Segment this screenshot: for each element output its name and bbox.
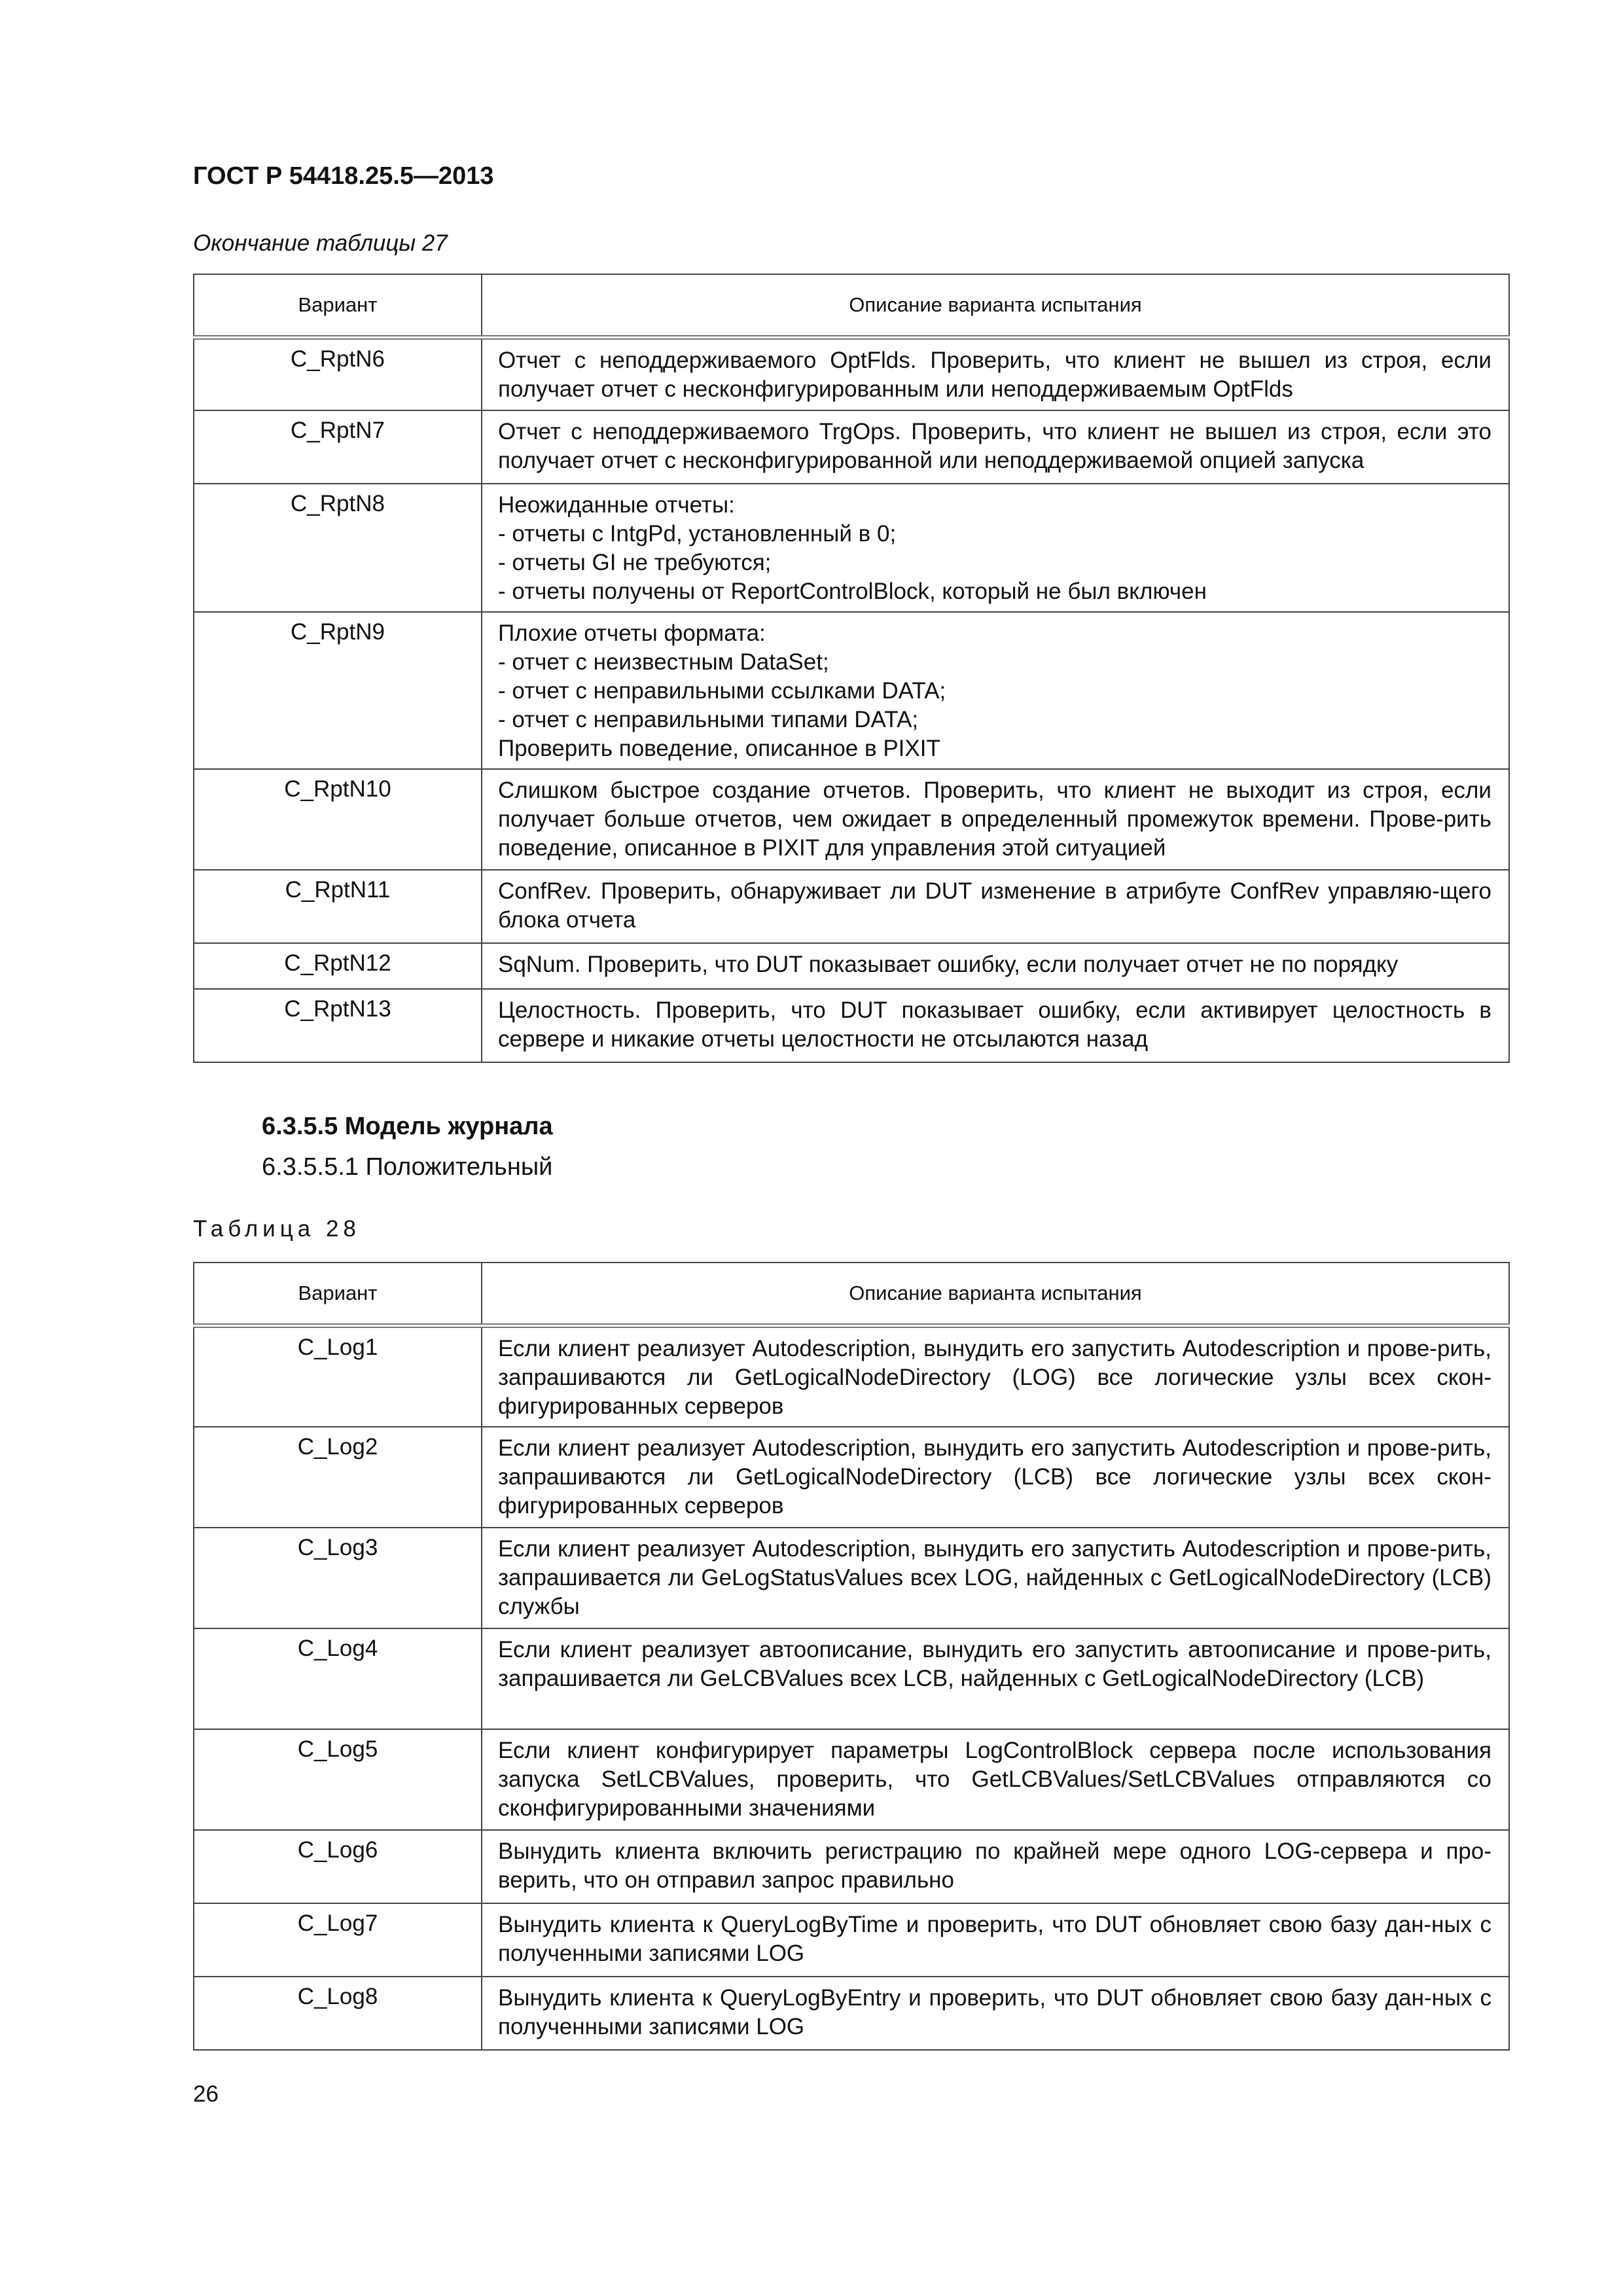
variant-cell: C_Log4 xyxy=(194,1628,482,1729)
description-cell xyxy=(482,612,1509,769)
table-28 xyxy=(193,1262,1510,2051)
variant-cell: C_Log3 xyxy=(194,1528,482,1628)
table-row xyxy=(194,989,1509,1062)
table-row xyxy=(194,1427,1509,1528)
table-27 xyxy=(193,274,1510,1063)
variant-cell: C_Log8 xyxy=(194,1977,482,2050)
table-row xyxy=(194,410,1509,484)
description-line: - отчеты с IntgPd, установленный в 0; xyxy=(498,521,897,547)
variant-cell: C_RptN11 xyxy=(194,870,482,943)
column-header-description: Описание варианта испытания xyxy=(482,274,1509,337)
description-cell: Отчет с неподдерживаемого TrgOps. Проверить, что клиент не вышел из строя, если это получает отчет с несконфигурированной или неподдерживаемой опцией запуска xyxy=(482,410,1509,484)
variant-cell: C_RptN6 xyxy=(194,337,482,410)
table-row xyxy=(194,484,1509,612)
column-header-description: Описание варианта испытания xyxy=(482,1263,1509,1325)
description-line: - отчеты получены от ReportControlBlock, который не был включен xyxy=(498,579,1207,604)
description-cell: SqNum. Проверить, что DUT показывает ошибку, если получает отчет не по порядку xyxy=(482,943,1509,989)
section-heading: 6.3.5.5 Модель журнала xyxy=(262,1113,553,1140)
variant-cell: C_Log1 xyxy=(194,1325,482,1427)
table-header-row xyxy=(194,1263,1509,1325)
description-cell: Целостность. Проверить, что DUT показывает ошибку, если активирует целостность в сервере и никакие отчеты целостности не отсылаются назад xyxy=(482,989,1509,1062)
table-row xyxy=(194,1729,1509,1830)
table-row xyxy=(194,1977,1509,2050)
document-code-header: ГОСТ Р 54418.25.5—2013 xyxy=(193,162,494,190)
description-line: Неожиданные отчеты: xyxy=(498,492,735,518)
variant-cell: C_RptN7 xyxy=(194,410,482,484)
description-cell: Вынудить клиента включить регистрацию по крайней мере одного LOG-сервера и про-верить, что он отправил запрос правильно xyxy=(482,1830,1509,1903)
variant-cell: C_Log2 xyxy=(194,1427,482,1528)
table-row xyxy=(194,337,1509,410)
description-cell: Отчет с неподдерживаемого OptFlds. Проверить, что клиент не вышел из строя, если получает отчет с несконфигурированным или неподдерживаемым OptFlds xyxy=(482,337,1509,410)
table-row xyxy=(194,769,1509,870)
variant-cell: C_RptN10 xyxy=(194,769,482,870)
description-cell: Если клиент реализует автоописание, вынудить его запустить автоописание и прове-рить, запрашивается ли GeLCBValues всех LCB, найденных с GetLogicalNodeDirectory (LCB) xyxy=(482,1628,1509,1729)
table-row xyxy=(194,1528,1509,1628)
description-cell: Если клиент конфигурирует параметры LogControlBlock сервера после использования запуска SetLCBValues, проверить, что GetLCBValues/SetLCBValues отправляются со сконфигурированными значениями xyxy=(482,1729,1509,1830)
description-line: - отчет с неправильными типами DATA; xyxy=(498,707,919,732)
section-subheading: 6.3.5.5.1 Положительный xyxy=(262,1153,553,1181)
table-row xyxy=(194,1903,1509,1977)
table-row xyxy=(194,1628,1509,1729)
table-row xyxy=(194,1830,1509,1903)
column-header-variant: Вариант xyxy=(194,1263,482,1325)
description-cell: Вынудить клиента к QueryLogByTime и проверить, что DUT обновляет свою базу дан-ных с полученными записями LOG xyxy=(482,1903,1509,1977)
description-cell: Если клиент реализует Autodescription, вынудить его запустить Autodescription и прове-рить, запрашивается ли GeLogStatusValues всех LOG, найденных с GetLogicalNodeDirectory (LCB) службы xyxy=(482,1528,1509,1628)
description-cell: Слишком быстрое создание отчетов. Проверить, что клиент не выходит из строя, если получает больше отчетов, чем ожидает в определенный промежуток времени. Прове-рить поведение, описанное в PIXIT для управления этой ситуацией xyxy=(482,769,1509,870)
table-27-continuation-caption: Окончание таблицы 27 xyxy=(193,230,448,256)
table-row xyxy=(194,1325,1509,1427)
column-header-variant: Вариант xyxy=(194,274,482,337)
table-header-row xyxy=(194,274,1509,337)
variant-cell: C_RptN13 xyxy=(194,989,482,1062)
description-line: - отчет с неизвестным DataSet; xyxy=(498,649,829,675)
description-cell: Если клиент реализует Autodescription, вынудить его запустить Autodescription и прове-рить, запрашиваются ли GetLogicalNodeDirectory (LCB) все логические узлы всех скон-фигурированных серверов xyxy=(482,1427,1509,1528)
description-line: Плохие отчеты формата: xyxy=(498,620,766,646)
page-number: 26 xyxy=(193,2081,219,2107)
table-row xyxy=(194,943,1509,989)
variant-cell: C_Log5 xyxy=(194,1729,482,1830)
table-28-label: Таблица 28 xyxy=(193,1216,361,1242)
description-cell: Если клиент реализует Autodescription, вынудить его запустить Autodescription и прове-рить, запрашиваются ли GetLogicalNodeDirectory (LOG) все логические узлы всех скон-фигурированных серверов xyxy=(482,1325,1509,1427)
description-cell xyxy=(482,484,1509,612)
description-cell: Вынудить клиента к QueryLogByEntry и проверить, что DUT обновляет свою базу дан-ных с полученными записями LOG xyxy=(482,1977,1509,2050)
description-line: Проверить поведение, описанное в PIXIT xyxy=(498,736,940,761)
description-line: - отчет с неправильными ссылками DATA; xyxy=(498,678,946,704)
description-cell: ConfRev. Проверить, обнаруживает ли DUT изменение в атрибуте ConfRev управляю-щего блока отчета xyxy=(482,870,1509,943)
variant-cell: C_Log7 xyxy=(194,1903,482,1977)
table-row xyxy=(194,612,1509,769)
table-row xyxy=(194,870,1509,943)
variant-cell: C_RptN9 xyxy=(194,612,482,769)
variant-cell: C_RptN12 xyxy=(194,943,482,989)
variant-cell: C_Log6 xyxy=(194,1830,482,1903)
description-line: - отчеты GI не требуются; xyxy=(498,550,772,575)
variant-cell: C_RptN8 xyxy=(194,484,482,612)
